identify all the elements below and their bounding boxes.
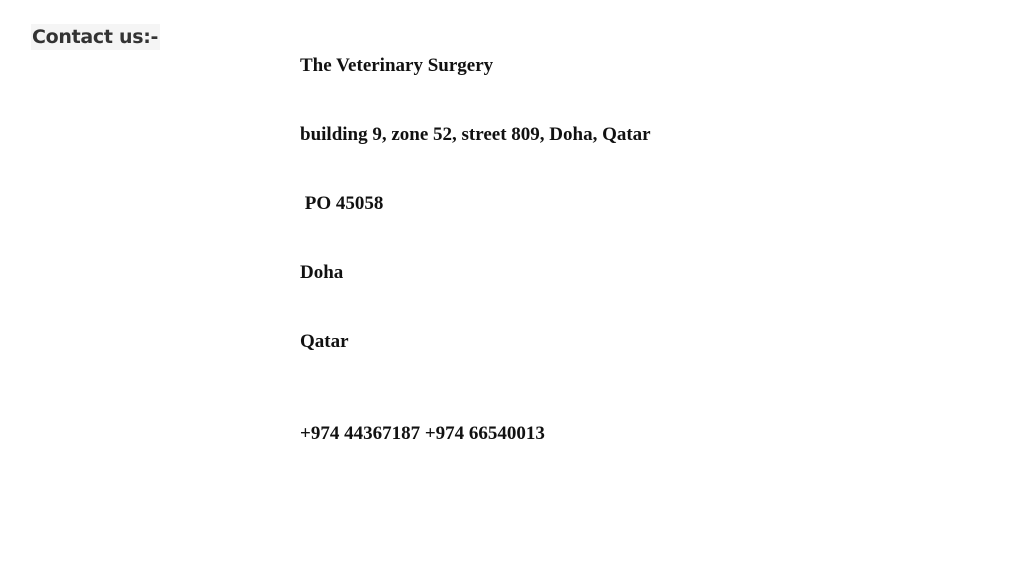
country: Qatar — [300, 331, 349, 352]
city: Doha — [300, 262, 344, 283]
contact-heading: Contact us:- — [32, 26, 159, 48]
street-address: building 9, zone 52, street 809, Doha, Qatar — [300, 124, 651, 145]
phone-numbers: +974 44367187 +974 66540013 — [300, 423, 545, 444]
po-box: PO 45058 — [300, 193, 384, 214]
business-name: The Veterinary Surgery — [300, 55, 494, 76]
